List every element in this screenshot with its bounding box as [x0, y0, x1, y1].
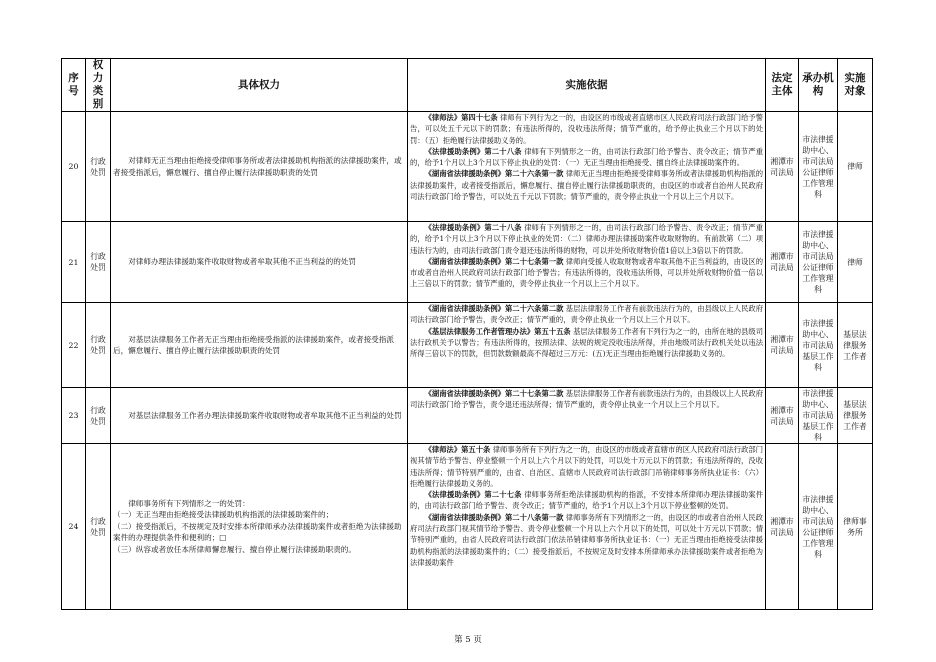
- header-subject: 法定主体: [766, 59, 799, 112]
- row-number: 22: [62, 303, 86, 388]
- basis-law-text: 律师事务所拒绝法律援助机构的指派，不安排本所律师办理法律援助案件的，由司法行政部门给予警告、责令改正；情节严重的，给予1个月以上3个月以下停业整顿的处罚。: [410, 490, 763, 511]
- basis-law-title: 《湖南省法律援助条例》第二十七条第二款: [424, 389, 564, 398]
- legal-basis-content: [410, 303, 763, 386]
- power-line: （二）接受指派后，不按规定及时安排本所律师承办法律援助案件或者拒绝为法律援助案件的办理提供条件和便利的；□: [113, 521, 402, 543]
- power-text: 对律师无正当理由拒绝接受律师事务所或者法律援助机构指派的法律援助案件，或者接受指派后，懈怠履行、擅自停止履行法律援助职责的处罚: [113, 156, 402, 177]
- basis-law-text: 律师有下列行为之一的，由设区的市级或者直辖市区人民政府司法行政部门给予警告，可以处五千元以下的罚款；有违法所得的，没收违法所得；情节严重的，给予停止执业三个月以下的处罚：（五）拒绝履行法律援助义务的。: [410, 113, 763, 145]
- power-description: [111, 388, 408, 444]
- table-header-row: [62, 59, 873, 112]
- legal-subject: 湘潭市司法局: [766, 222, 799, 303]
- power-text: 对基层法律服务工作者无正当理由拒绝接受指派的法律援助案件，或者接受指派后，懈怠履行、擅自停止履行法律援助职责的处罚: [113, 334, 394, 355]
- basis-paragraph: [410, 489, 763, 512]
- power-line: （一）无正当理由拒绝接受法律援助机构指派的法律援助案件的；: [113, 510, 334, 520]
- basis-law-title: 《湖南省法律援助条例》第二十八条第一款: [424, 512, 564, 522]
- table-row: [62, 303, 873, 388]
- legal-subject: 湘潭市司法局: [766, 388, 799, 444]
- header-org: 承办机构: [799, 59, 838, 112]
- basis-law-title: 《法律援助条例》第二十八条: [424, 223, 522, 232]
- table-row: [62, 444, 873, 610]
- implementation-target: 律师: [838, 222, 873, 303]
- basis-law-text: 律师有下列情形之一的，由司法行政部门给予警告、责令改正；情节严重的，给予1个月以上3个月以下停止执业的处罚：（二）律师办理法律援助案件收取财物的。有前款第（二）项违法行为的，由司法行政部门责令退还违法所得的财物，可以并处所收财物价值1倍以上3倍以下的罚款。: [410, 223, 763, 255]
- handling-organization: 市法律援助中心、市司法局公证律师工作管理科: [799, 444, 838, 610]
- power-type: 行政处罚: [86, 303, 111, 388]
- power-type: 行政处罚: [86, 222, 111, 303]
- basis-law-text: 基层法律服务工作者有前款违法行为的，由县级以上人民政府司法行政部门给予警告，责令改正；情节严重的，责令停止执业一个月以上三个月以下。: [410, 304, 763, 325]
- power-text: 对基层法律服务工作者办理法律援助案件收取财物或者牟取其他不正当利益的处罚: [128, 410, 402, 420]
- basis-law-text: 基层法律服务工作者有下列行为之一的，由所在地的县级司法行政机关予以警告；有违法所得的，按照法律、法规的规定没收违法所得，并由地级司法行政机关处以违法所得三倍以下的罚款，但罚款数额最高不得超过三万元：(五)无正当理由拒绝履行法律援助义务的。: [410, 326, 763, 359]
- legal-basis-content: [410, 388, 763, 431]
- basis-paragraph: [410, 303, 763, 326]
- row-number: 20: [62, 112, 86, 222]
- basis-paragraph: [410, 168, 763, 202]
- power-description: [111, 303, 408, 388]
- basis-law-text: 律师向受援人收取财物或者牟取其他不正当利益的，由设区的市或者自治州人民政府司法行政部门给予警告；有违法所得的，没收违法所得，可以并处所收财物价值一倍以上三倍以下的罚款；情节严重的，责令停止执业一个月以上三个月以下。: [410, 256, 763, 289]
- basis-law-title: 《法律援助条例》第二十八条: [424, 146, 522, 156]
- basis-law-text: 律师事务所有下列行为之一的，由设区的市级或者直辖市的区人民政府司法行政部门视其情节给予警告、停业整顿一个月以上六个月以下的处罚，可以处十万元以下的罚款；有违法所得的，没收违法所得；情节特别严重的，由省、自治区、直辖市人民政府司法行政部门吊销律师事务所执业证书：（六）拒绝履行法律援助义务的。: [410, 445, 763, 488]
- power-list-table: [61, 58, 873, 610]
- basis-law-text: 律师有下列情形之一的，由司法行政部门给予警告、责令改正；情节严重的，给予1个月以上3个月以下停止执业的处罚：（一）无正当理由拒绝接受、擅自终止法律援助案件的。: [410, 146, 763, 168]
- legal-subject: 湘潭市司法局: [766, 444, 799, 610]
- header-type: 权力类别: [86, 59, 111, 112]
- legal-basis: [408, 222, 766, 303]
- legal-basis: [408, 444, 766, 610]
- header-basis: 实施依据: [408, 59, 766, 112]
- basis-law-title: 《律师法》第四十七条: [424, 113, 498, 122]
- implementation-target: 基层法律服务工作者: [838, 303, 873, 388]
- basis-law-title: 《湖南省法律援助条例》第二十六条第二款: [424, 304, 564, 313]
- legal-basis: [408, 112, 766, 222]
- basis-paragraph: [410, 146, 763, 169]
- legal-subject: 湘潭市司法局: [766, 303, 799, 388]
- basis-paragraph: [410, 444, 763, 489]
- legal-basis: [408, 303, 766, 388]
- basis-law-text: 基层法律服务工作者有前款违法行为的，由县级以上人民政府司法行政部门给予警告，责令退还违法所得；情节严重的，责令停止执业一个月以上三个月以下。: [410, 389, 763, 410]
- power-type: 行政处罚: [86, 444, 111, 610]
- basis-paragraph: [410, 326, 763, 360]
- legal-basis-content: [410, 444, 763, 608]
- basis-law-text: 律师无正当理由拒绝接受律师事务所或者法律援助机构指派的法律援助案件，或者接受指派后，懈怠履行、擅自停止履行法律援助职责的，由设区的市或者自治州人民政府司法行政部门给予警告，可以处五千元以下罚款；情节严重的，责令停止执业一个月以上三个月以下。: [410, 169, 763, 202]
- basis-law-title: 《律师法》第五十条: [424, 445, 491, 454]
- basis-law-title: 《基层法律服务工作者管理办法》第五十五条: [424, 326, 571, 336]
- power-description: [111, 112, 408, 222]
- legal-basis-content: [410, 222, 763, 301]
- basis-law-title: 《湖南省法律援助条例》第二十六条第一款: [424, 169, 564, 179]
- power-line: 律师事务所有下列情形之一的处罚：: [128, 498, 250, 508]
- legal-basis: [408, 388, 766, 444]
- row-number: 24: [62, 444, 86, 610]
- power-line: （三）纵容或者放任本所律师懈怠履行、擅自停止履行法律援助职责的。: [113, 544, 356, 554]
- table-row: [62, 388, 873, 444]
- basis-paragraph: [410, 256, 763, 290]
- power-text: 对律师办理法律援助案件收取财物或者牟取其他不正当利益的的处罚: [128, 257, 356, 267]
- implementation-target: 律师事务所: [838, 444, 873, 610]
- basis-paragraph: [410, 112, 763, 146]
- table-row: [62, 112, 873, 222]
- handling-organization: 市法律援助中心、市司法局基层工作科: [799, 388, 838, 444]
- page-footer: 第 5 页: [454, 635, 482, 645]
- power-type: 行政处罚: [86, 112, 111, 222]
- legal-basis-content: [410, 112, 763, 220]
- power-description: [111, 444, 408, 610]
- row-number: 21: [62, 222, 86, 303]
- handling-organization: 市法律援助中心、市司法局基层工作科: [799, 303, 838, 388]
- basis-paragraph: [410, 222, 763, 256]
- power-type: 行政处罚: [86, 388, 111, 444]
- header-power: 具体权力: [111, 59, 408, 112]
- implementation-target: 基层法律服务工作者: [838, 388, 873, 444]
- basis-paragraph: [410, 388, 763, 411]
- basis-paragraph: [410, 512, 763, 568]
- legal-subject: 湘潭市司法局: [766, 112, 799, 222]
- handling-organization: 市法律援助中心、市司法局公证律师工作管理科: [799, 222, 838, 303]
- row-number: 23: [62, 388, 86, 444]
- header-no: 序号: [62, 59, 86, 112]
- table-row: [62, 222, 873, 303]
- power-description: [111, 222, 408, 303]
- handling-organization: 市法律援助中心、市司法局公证律师工作管理科: [799, 112, 838, 222]
- basis-law-title: 《法律援助条例》第二十七条: [424, 490, 522, 500]
- basis-law-title: 《湖南省法律援助条例》第二十七条第一款: [424, 256, 564, 266]
- implementation-target: 律师: [838, 112, 873, 222]
- header-target: 实施对象: [838, 59, 873, 112]
- basis-law-text: 律师事务所有下列情形之一的，由设区的市或者自治州人民政府司法行政部门视其情节给予警告、责令停业整顿一个月以上六个月以下的处罚，可以处十万元以下罚款；情节特别严重的，由省人民政府司法行政部门依法吊销律师事务所执业证书：（一）无正当理由拒绝接受法律援助机构指派的法律援助案件的；（二）接受指派后，不按规定及时安排本所律师承办法律援助案件或者拒绝为法律援助案件: [410, 512, 763, 567]
